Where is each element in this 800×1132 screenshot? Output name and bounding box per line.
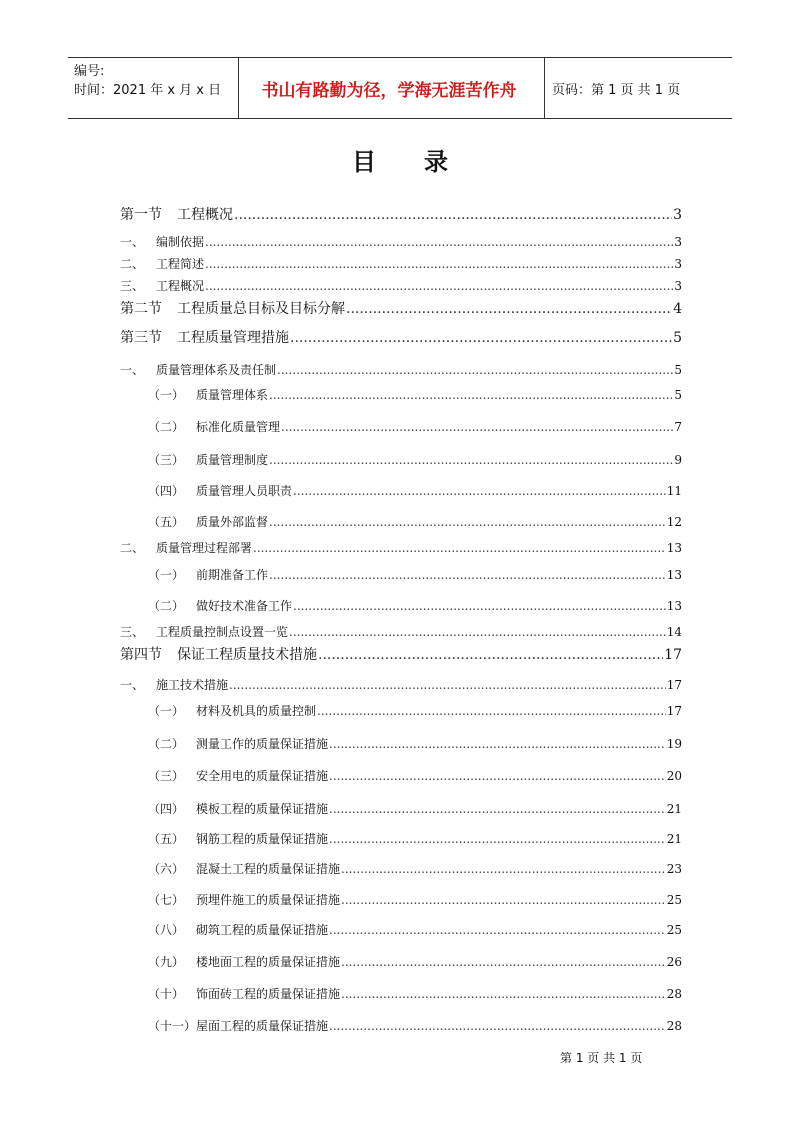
toc-leader-dots [318, 647, 663, 663]
toc-entry-page: 5 [674, 363, 682, 377]
toc-entry-page: 3 [674, 279, 682, 293]
header-time-label: 时间：2021 年 x 月 x 日 [74, 83, 222, 98]
toc-entry-number: 第二节 [120, 301, 162, 317]
toc-entry-title: 砌筑工程的质量保证措施 [196, 923, 329, 937]
toc-entry-title: 质量外部监督 [196, 515, 269, 529]
toc-entry[interactable] [148, 702, 682, 719]
toc-entry[interactable] [148, 985, 682, 1002]
toc-entry-title: 预埋件施工的质量保证措施 [196, 893, 341, 907]
toc-entry-number: 一、 [120, 678, 145, 692]
header-motto: 书山有路勤为径，学海无涯苦作舟 [261, 80, 517, 101]
toc-entry[interactable] [120, 277, 682, 294]
toc-entry[interactable] [148, 830, 682, 847]
toc-entry[interactable] [148, 386, 682, 403]
toc-entry[interactable] [148, 735, 682, 752]
toc-entry-page: 21 [666, 802, 682, 816]
toc-entry-title: 饰面砖工程的质量保证措施 [196, 987, 341, 1001]
toc-entry-title: 钢筋工程的质量保证措施 [196, 832, 329, 846]
toc-leader-dots [341, 987, 666, 1001]
toc-entry[interactable] [148, 451, 682, 468]
toc-entry-number: 第一节 [120, 207, 162, 223]
toc-entry-number: 第四节 [120, 647, 162, 663]
toc-entry[interactable] [148, 566, 682, 583]
toc-entry-page: 5 [674, 388, 682, 402]
toc-entry[interactable] [120, 361, 682, 378]
toc-entry-title: 工程概况 [156, 279, 205, 293]
page-header [68, 57, 732, 119]
header-info [74, 62, 221, 100]
toc-leader-dots [269, 515, 666, 529]
toc-entry-page: 13 [666, 568, 682, 582]
header-divider [544, 58, 545, 118]
toc-entry-page: 17 [664, 647, 682, 663]
toc-entry-page: 3 [674, 257, 682, 271]
toc-entry-number: （六） [148, 862, 185, 876]
toc-entry-title: 保证工程质量技术措施 [177, 647, 317, 663]
toc-entry-page: 20 [666, 769, 682, 783]
toc-entry[interactable] [148, 800, 682, 817]
header-number-label: 编号: [74, 64, 105, 79]
toc-entry-title: 屋面工程的质量保证措施 [196, 1019, 329, 1033]
toc-leader-dots [341, 955, 666, 969]
toc-entry-number: （四） [148, 802, 185, 816]
toc-entry[interactable] [120, 623, 682, 640]
toc-entry[interactable] [148, 891, 682, 908]
toc-entry-page: 17 [666, 704, 682, 718]
toc-entry-number: （八） [148, 923, 185, 937]
toc-entry-title: 混凝土工程的质量保证措施 [196, 862, 341, 876]
toc-entry-number: （九） [148, 955, 185, 969]
toc-entry[interactable] [120, 298, 682, 318]
toc-entry-number: （五） [148, 832, 185, 846]
toc-title: 目录 [352, 148, 496, 176]
toc-entry-page: 28 [666, 1019, 682, 1033]
toc-entry[interactable] [148, 1017, 682, 1034]
toc-entry-page: 17 [666, 678, 682, 692]
toc-entry-title: 标准化质量管理 [196, 420, 281, 434]
toc-leader-dots [329, 737, 666, 751]
toc-entry-number: 三、 [120, 279, 145, 293]
toc-leader-dots [205, 235, 673, 249]
toc-entry-title: 质量管理制度 [196, 453, 269, 467]
page-footer: 第 1 页 共 1 页 [560, 1051, 643, 1065]
toc-entry-title: 前期准备工作 [196, 568, 269, 582]
toc-entry-number: （十一） [148, 1019, 197, 1033]
toc-leader-dots [234, 207, 672, 223]
toc-entry[interactable] [120, 676, 682, 693]
toc-entry-title: 质量管理过程部署 [156, 541, 253, 555]
toc-entry[interactable] [120, 644, 682, 664]
toc-entry-number: （一） [148, 388, 185, 402]
toc-leader-dots [293, 599, 666, 613]
toc-entry-title: 做好技术准备工作 [196, 599, 293, 613]
toc-entry-title: 工程质量管理措施 [177, 330, 289, 346]
toc-leader-dots [329, 1019, 666, 1033]
toc-entry-title: 质量管理体系 [196, 388, 269, 402]
toc-entry-title: 工程质量总目标及目标分解 [177, 301, 345, 317]
toc-entry[interactable] [148, 767, 682, 784]
toc-entry-number: 第三节 [120, 330, 162, 346]
toc-entry-page: 3 [673, 207, 682, 223]
toc-entry-number: （二） [148, 420, 185, 434]
toc-entry-page: 9 [674, 453, 682, 467]
toc-entry-number: （十） [148, 987, 185, 1001]
toc-entry-page: 25 [666, 923, 682, 937]
toc-entry-title: 安全用电的质量保证措施 [196, 769, 329, 783]
toc-entry-page: 25 [666, 893, 682, 907]
toc-entry-title: 材料及机具的质量控制 [196, 704, 317, 718]
toc-leader-dots [329, 802, 666, 816]
toc-entry-title: 施工技术措施 [156, 678, 229, 692]
toc-entry-page: 13 [666, 599, 682, 613]
toc-entry-number: （四） [148, 484, 185, 498]
toc-entry-number: （一） [148, 704, 185, 718]
toc-entry-number: 一、 [120, 363, 145, 377]
toc-entry[interactable] [120, 327, 682, 347]
toc-leader-dots [290, 330, 672, 346]
toc-entry-page: 13 [666, 541, 682, 555]
toc-leader-dots [341, 893, 666, 907]
toc-entry[interactable] [148, 860, 682, 877]
toc-leader-dots [317, 704, 666, 718]
toc-entry-page: 7 [674, 420, 682, 434]
toc-leader-dots [269, 453, 673, 467]
toc-entry[interactable] [120, 539, 682, 556]
toc-entry[interactable] [148, 921, 682, 938]
toc-entry-number: 二、 [120, 541, 145, 555]
toc-leader-dots [289, 625, 666, 639]
toc-leader-dots [277, 363, 673, 377]
toc-leader-dots [253, 541, 666, 555]
toc-entry-number: （二） [148, 737, 185, 751]
toc-leader-dots [269, 388, 673, 402]
toc-leader-dots [269, 568, 666, 582]
toc-entry[interactable] [148, 418, 682, 435]
toc-entry[interactable] [120, 204, 682, 224]
toc-entry-page: 21 [666, 832, 682, 846]
toc-entry-page: 26 [666, 955, 682, 969]
toc-entry-page: 12 [666, 515, 682, 529]
toc-leader-dots [329, 769, 666, 783]
toc-entry-number: （三） [148, 769, 185, 783]
toc-entry-title: 模板工程的质量保证措施 [196, 802, 329, 816]
header-page-info: 页码：第 1 页 共 1 页 [552, 82, 681, 98]
toc-entry-title: 质量管理体系及责任制 [156, 363, 277, 377]
toc-leader-dots [205, 257, 673, 271]
toc-leader-dots [229, 678, 666, 692]
toc-entry[interactable] [148, 953, 682, 970]
toc-entry[interactable] [120, 233, 682, 250]
toc-entry-number: （一） [148, 568, 185, 582]
toc-entry-number: （三） [148, 453, 185, 467]
toc-entry-page: 19 [666, 737, 682, 751]
toc-entry[interactable] [148, 597, 682, 614]
toc-entry-title: 测量工作的质量保证措施 [196, 737, 329, 751]
toc-leader-dots [293, 484, 666, 498]
toc-entry-title: 楼地面工程的质量保证措施 [196, 955, 341, 969]
toc-leader-dots [346, 301, 672, 317]
toc-entry-page: 23 [666, 862, 682, 876]
toc-leader-dots [329, 832, 666, 846]
toc-entry-title: 工程质量控制点设置一览 [156, 625, 289, 639]
toc-entry-page: 4 [673, 301, 682, 317]
toc-entry-number: 三、 [120, 625, 145, 639]
toc-leader-dots [341, 862, 666, 876]
toc-entry-title: 质量管理人员职责 [196, 484, 293, 498]
toc-entry[interactable] [120, 255, 682, 272]
toc-entry-title: 编制依据 [156, 235, 205, 249]
toc-entry-number: （二） [148, 599, 185, 613]
toc-entry-page: 11 [666, 484, 682, 498]
toc-entry-title: 工程简述 [156, 257, 205, 271]
toc-entry[interactable] [148, 482, 682, 499]
toc-entry-number: 二、 [120, 257, 145, 271]
toc-entry-page: 28 [666, 987, 682, 1001]
toc-entry-page: 14 [666, 625, 682, 639]
toc-entry-number: 一、 [120, 235, 145, 249]
toc-entry-number: （五） [148, 515, 185, 529]
toc-leader-dots [205, 279, 673, 293]
toc-leader-dots [281, 420, 673, 434]
toc-entry-page: 5 [673, 330, 682, 346]
toc-entry-title: 工程概况 [177, 207, 233, 223]
toc-entry-number: （七） [148, 893, 185, 907]
toc-entry[interactable] [148, 513, 682, 530]
toc-leader-dots [329, 923, 666, 937]
toc-entry-page: 3 [674, 235, 682, 249]
